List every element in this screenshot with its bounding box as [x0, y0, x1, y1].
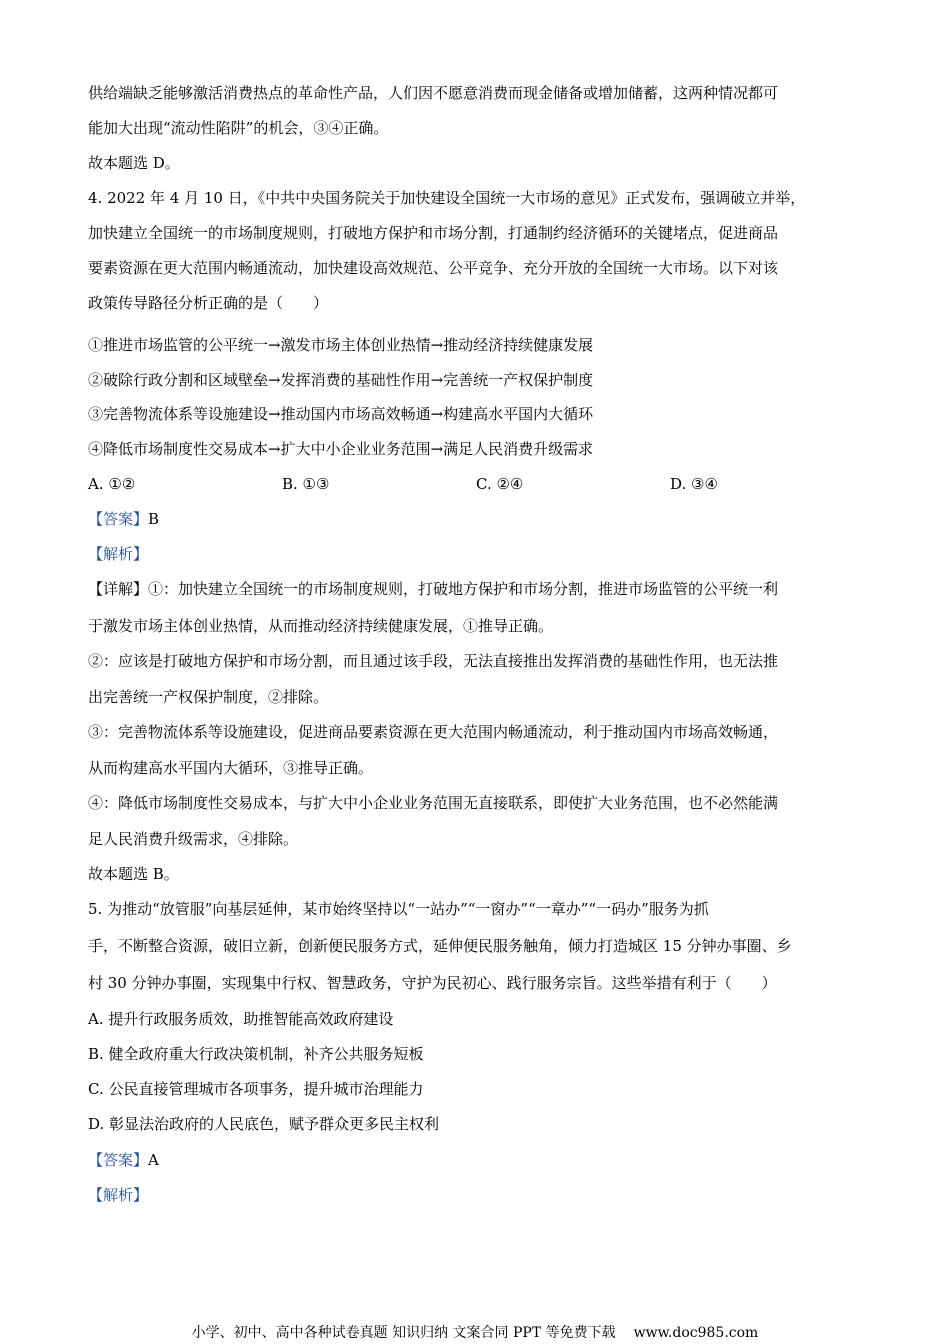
q4-stem-line-3: 要素资源在更大范围内畅通流动，加快建设高效规范、公平竞争、充分开放的全国统一大市场。以下对该: [88, 259, 779, 277]
q4-detail-line-8: 足人民消费升级需求，④排除。: [88, 830, 299, 848]
q4-item-1: ①推进市场监管的公平统一→激发市场主体创业热情→推动经济持续健康发展: [88, 336, 594, 354]
q4-item-4: ④降低市场制度性交易成本→扩大中小企业业务范围→满足人民消费升级需求: [88, 440, 594, 458]
detail-text: ①：加快建立全国统一的市场制度规则，打破地方保护和市场分割，推进市场监管的公平统一利: [148, 580, 779, 598]
q5-analysis-tag: 【解析】: [88, 1186, 149, 1204]
detail-tag: 【详解】: [88, 580, 149, 598]
q4-detail-line-2: 于激发市场主体创业热情，从而推动经济持续健康发展，①推导正确。: [88, 617, 554, 635]
q4-detail-line-6: 从而构建高水平国内大循环，③推导正确。: [88, 759, 374, 777]
q4-analysis-tag: 【解析】: [88, 545, 149, 563]
continuation-line-1: 供给端缺乏能够激活消费热点的革命性产品，人们因不愿意消费而现金储备或增加储蓄，这两种情况都可: [88, 84, 779, 102]
q4-conclusion: 故本题选 B。: [88, 865, 179, 883]
q4-stem-line-1: 4. 2022 年 4 月 10 日，《中共中央国务院关于加快建设全国统一大市场的意见》正式发布，强调破立并举，: [88, 189, 806, 207]
q5-stem-line-2: 手，不断整合资源，破旧立新，创新便民服务方式，延伸便民服务触角，倾力打造城区 15 分钟办事圈、乡: [88, 937, 792, 955]
q4-detail-line-4: 出完善统一产权保护制度，②排除。: [88, 688, 329, 706]
q4-option-b: B. ①③: [282, 475, 330, 493]
q5-option-d: D. 彰显法治政府的人民底色，赋予群众更多民主权利: [88, 1115, 440, 1133]
footer-text: 小学、初中、高中各种试卷真题 知识归纳 文案合同 PPT 等免费下载: [191, 1325, 616, 1341]
q4-detail-line-5: ③：完善物流体系等设施建设，促进商品要素资源在更大范围内畅通流动，利于推动国内市场高效畅通，: [88, 723, 779, 741]
q4-option-a: A. ①②: [88, 475, 136, 493]
q5-stem-line-3: 村 30 分钟办事圈，实现集中行权、智慧政务，守护为民初心、践行服务宗旨。这些举措有利于（ ）: [88, 974, 777, 992]
continuation-conclusion: 故本题选 D。: [88, 154, 180, 172]
q4-item-2: ②破除行政分割和区域壁垒→发挥消费的基础性作用→完善统一产权保护制度: [88, 371, 594, 389]
answer-tag: 【答案】: [88, 1151, 149, 1169]
q4-option-d: D. ③④: [670, 475, 718, 493]
footer-url-link[interactable]: www.doc985.com: [633, 1325, 759, 1341]
q4-detail-line-7: ④：降低市场制度性交易成本，与扩大中小企业业务范围无直接联系，即使扩大业务范围，也不必然能满: [88, 794, 779, 812]
q5-stem-line-1: 5. 为推动“放管服”向基层延伸，某市始终坚持以“一站办”“一窗办”“一章办”“一码办”服务为抓: [88, 900, 709, 918]
q4-answer: [88, 508, 868, 530]
q4-option-c: C. ②④: [476, 475, 524, 493]
page-footer: [0, 1323, 950, 1343]
q5-option-c: C. 公民直接管理城市各项事务，提升城市治理能力: [88, 1080, 424, 1098]
answer-value: B: [148, 510, 160, 528]
q4-detail-line-3: ②：应该是打破地方保护和市场分割，而且通过该手段，无法直接推出发挥消费的基础性作用，也无法推: [88, 652, 779, 670]
q4-item-3: ③完善物流体系等设施建设→推动国内市场高效畅通→构建高水平国内大循环: [88, 405, 594, 423]
q5-option-a: A. 提升行政服务质效，助推智能高效政府建设: [88, 1010, 394, 1028]
q5-option-b: B. 健全政府重大行政决策机制，补齐公共服务短板: [88, 1045, 424, 1063]
answer-tag: 【答案】: [88, 510, 149, 528]
q4-stem-line-4: 政策传导路径分析正确的是（ ）: [88, 294, 329, 312]
q4-detail-line-1: [88, 578, 868, 600]
answer-value: A: [148, 1151, 159, 1169]
q5-answer: [88, 1149, 868, 1171]
q4-stem-line-2: 加快建立全国统一的市场制度规则，打破地方保护和市场分割，打通制约经济循环的关键堵点，促进商品: [88, 224, 779, 242]
continuation-line-2: 能加大出现“流动性陷阱”的机会，③④正确。: [88, 119, 389, 137]
